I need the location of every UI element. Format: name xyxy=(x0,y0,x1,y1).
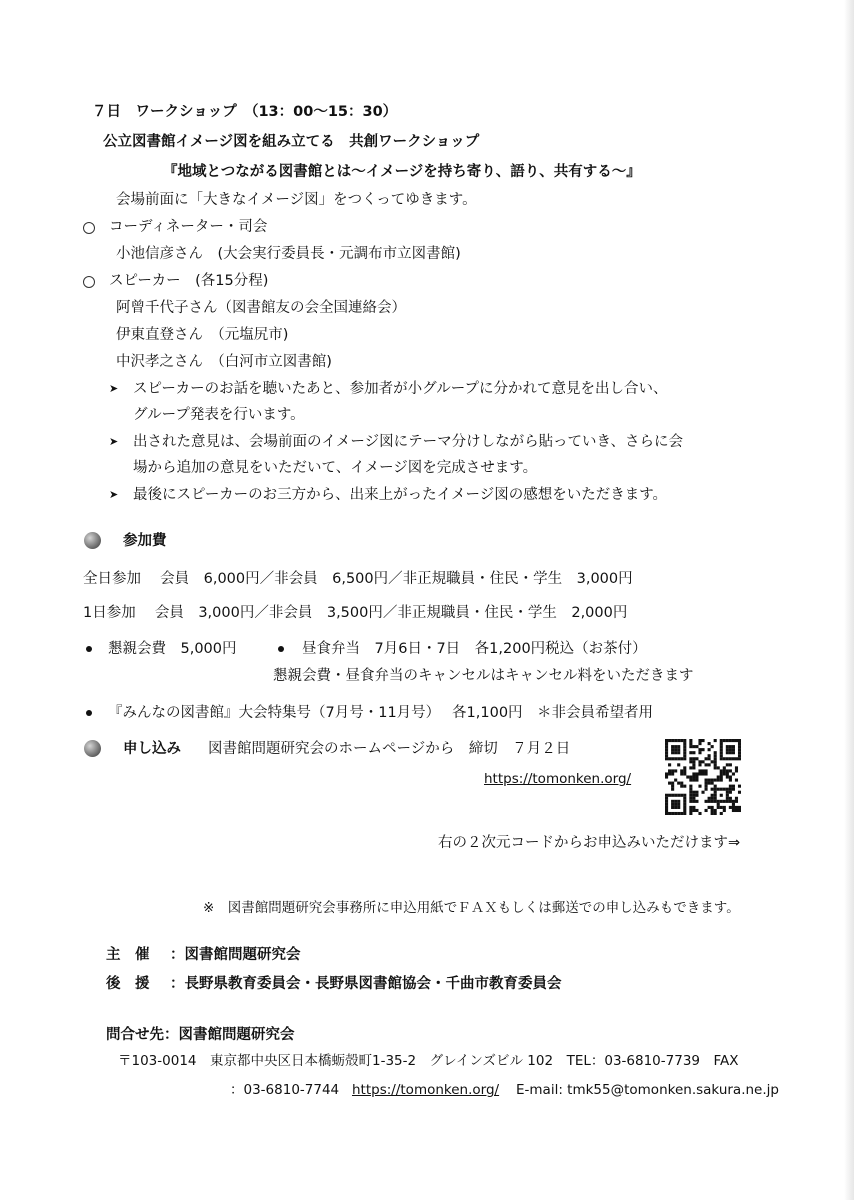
page-edge-shadow xyxy=(844,0,854,1200)
fee-full-day: 全日参加 会員 6,000円／非会員 6,500円／非正規職員・住民・学生 3,000円 xyxy=(83,571,633,587)
circle-bullet-icon xyxy=(83,276,95,288)
step-text: 場から追加の意見をいただいて、イメージ図を完成させます。 xyxy=(133,460,538,476)
workshop-heading: ７日 ワークショップ （13：00～15：30） xyxy=(92,104,398,120)
workshop-intro: 会場前面に「大きなイメージ図」をつくってゆきます。 xyxy=(116,192,477,208)
contact-url-link[interactable]: https://tomonken.org/ xyxy=(352,1082,500,1098)
fee-one-day: 1日参加 会員 3,000円／非会員 3,500円／非正規職員・住民・学生 2,000円 xyxy=(83,605,628,621)
speaker-label: スピーカー (各15分程) xyxy=(109,273,269,289)
host-value: ：図書館問題研究会 xyxy=(170,947,301,963)
step-text: スピーカーのお話を聴いたあと、参加者が小グループに分かれて意見を出し合い、 xyxy=(133,381,668,397)
fees-heading: 参加費 xyxy=(123,533,167,549)
apply-text: 図書館問題研究会のホームページから 締切 ７月２日 xyxy=(208,741,571,757)
contact-fax: ：03-6810-7744 xyxy=(230,1082,340,1098)
party-fee: 懇親会費 5,000円 xyxy=(108,641,237,657)
workshop-title: 公立図書館イメージ図を組み立てる 共創ワークショップ xyxy=(103,134,480,150)
qr-note: 右の２次元コードからお申込みいただけます⇒ xyxy=(438,835,741,851)
contact-email: E-mail: tmk55@tomonken.sakura.ne.jp xyxy=(516,1082,779,1098)
speaker-item: 中沢孝之さん （白河市立図書館) xyxy=(116,354,332,370)
apply-url-link[interactable]: https://tomonken.org/ xyxy=(484,771,632,787)
dot-bullet-icon xyxy=(86,646,92,652)
coordinator-label: コーディネーター・司会 xyxy=(109,219,268,235)
support-label: 後 援 xyxy=(106,976,150,992)
host-label: 主 催 xyxy=(106,947,150,963)
magazine-fee: 『みんなの図書館』大会特集号（7月号・11月号） 各1,100円 ＊非会員希望者用 xyxy=(108,705,654,721)
speaker-item: 伊東直登さん （元塩尻市) xyxy=(116,327,289,343)
sphere-bullet-icon xyxy=(84,532,101,549)
cancel-note: 懇親会費・昼食弁当のキャンセルはキャンセル料をいただきます xyxy=(273,668,694,684)
support-value: ：長野県教育委員会・長野県図書館協会・千曲市教育委員会 xyxy=(170,976,562,992)
alt-apply-note: ※ 図書館問題研究会事務所に申込用紙でＦＡＸもしくは郵送での申し込みもできます。 xyxy=(203,900,740,916)
step-text: 出された意見は、会場前面のイメージ図にテーマ分けしながら貼っていき、さらに会 xyxy=(133,434,683,450)
workshop-subtitle: 『地域とつながる図書館とは～イメージを持ち寄り、語り、共有する～』 xyxy=(163,164,641,180)
qr-code-icon[interactable] xyxy=(665,739,741,815)
lunch-fee: 昼食弁当 7月6日・7日 各1,200円税込（お茶付） xyxy=(302,641,647,657)
arrow-bullet-icon: ➤ xyxy=(109,488,119,501)
dot-bullet-icon xyxy=(278,646,284,652)
dot-bullet-icon xyxy=(86,710,92,716)
contact-address: 〒103-0014 東京都中央区日本橋蛎殻町1-35-2 グレインズビル 102 TEL：03-6810-7739 FAX xyxy=(118,1053,739,1069)
coordinator-name: 小池信彦さん (大会実行委員長・元調布市立図書館) xyxy=(116,246,461,262)
step-text: グループ発表を行います。 xyxy=(133,407,305,423)
circle-bullet-icon xyxy=(83,222,95,234)
arrow-bullet-icon: ➤ xyxy=(109,435,119,448)
sphere-bullet-icon xyxy=(84,740,101,757)
apply-heading: 申し込み xyxy=(123,741,181,757)
arrow-bullet-icon: ➤ xyxy=(109,382,119,395)
step-text: 最後にスピーカーのお三方から、出来上がったイメージ図の感想をいただきます。 xyxy=(133,487,668,503)
contact-label: 問合せ先：図書館問題研究会 xyxy=(106,1027,295,1043)
speaker-item: 阿曾千代子さん（図書館友の会全国連絡会） xyxy=(116,300,406,316)
